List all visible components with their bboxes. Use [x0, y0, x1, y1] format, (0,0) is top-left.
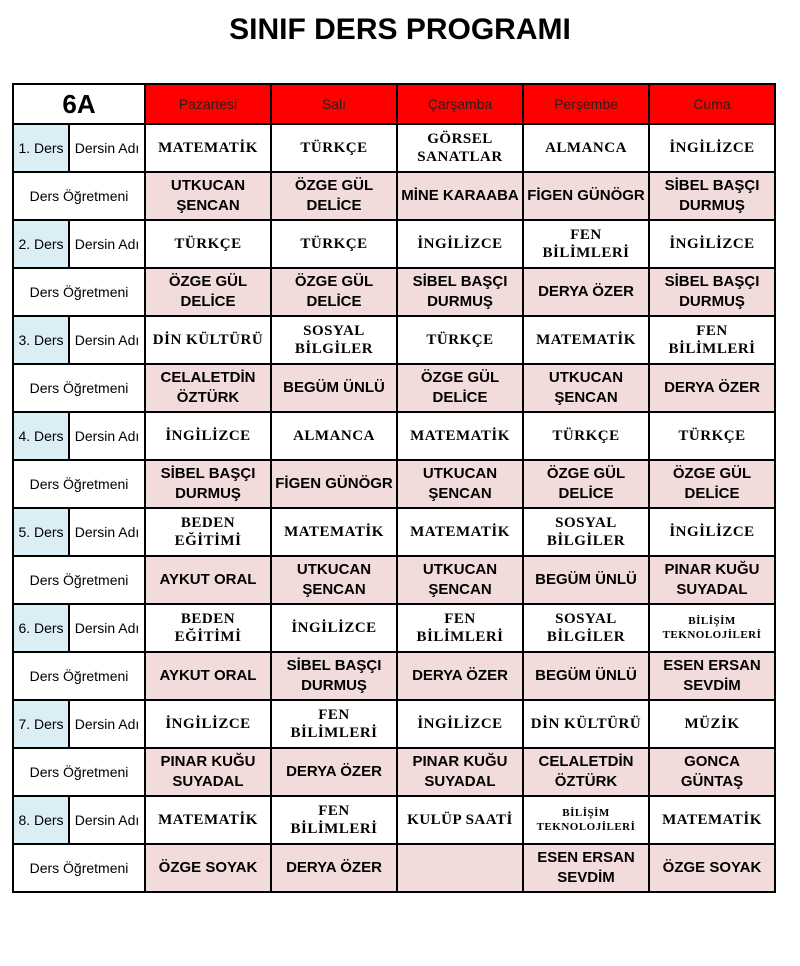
subject-cell: ALMANCA: [271, 412, 397, 460]
teacher-cell: DERYA ÖZER: [523, 268, 649, 316]
teacher-row-label: Ders Öğretmeni: [13, 172, 145, 220]
subject-cell: MATEMATİK: [649, 796, 775, 844]
teacher-cell: ÖZGE GÜL DELİCE: [397, 364, 523, 412]
subject-cell: FEN BİLİMLERİ: [271, 796, 397, 844]
subject-cell: FEN BİLİMLERİ: [649, 316, 775, 364]
subject-cell: BİLİŞİM TEKNOLOJİLERİ: [649, 604, 775, 652]
lesson-subject-row: [13, 508, 775, 556]
teacher-cell: BEGÜM ÜNLÜ: [523, 556, 649, 604]
subject-cell: İNGİLİZCE: [649, 124, 775, 172]
teacher-cell: SİBEL BAŞÇI DURMUŞ: [271, 652, 397, 700]
teacher-cell: DERYA ÖZER: [397, 652, 523, 700]
lesson-number: 6. Ders: [13, 604, 69, 652]
subject-cell: FEN BİLİMLERİ: [271, 700, 397, 748]
teacher-cell: PINAR KUĞU SUYADAL: [145, 748, 271, 796]
teacher-cell: ÖZGE GÜL DELİCE: [145, 268, 271, 316]
subject-cell: MÜZİK: [649, 700, 775, 748]
subject-row-label: Dersin Adı: [69, 124, 145, 172]
day-header-monday: Pazartesi: [145, 84, 271, 124]
day-header-thursday: Perşembe: [523, 84, 649, 124]
lesson-subject-row: [13, 796, 775, 844]
header-row: [13, 84, 775, 124]
subject-cell: TÜRKÇE: [271, 220, 397, 268]
day-header-friday: Cuma: [649, 84, 775, 124]
lesson-number: 5. Ders: [13, 508, 69, 556]
class-name: 6A: [13, 84, 145, 124]
subject-row-label: Dersin Adı: [69, 604, 145, 652]
lesson-number: 8. Ders: [13, 796, 69, 844]
lesson-subject-row: [13, 412, 775, 460]
subject-cell: SOSYAL BİLGİLER: [523, 508, 649, 556]
teacher-cell: ÖZGE SOYAK: [649, 844, 775, 892]
subject-row-label: Dersin Adı: [69, 412, 145, 460]
teacher-row-label: Ders Öğretmeni: [13, 460, 145, 508]
lesson-number: 2. Ders: [13, 220, 69, 268]
teacher-row-label: Ders Öğretmeni: [13, 748, 145, 796]
subject-cell: TÜRKÇE: [145, 220, 271, 268]
teacher-cell: GONCA GÜNTAŞ: [649, 748, 775, 796]
subject-cell: İNGİLİZCE: [649, 220, 775, 268]
subject-cell: KULÜP SAATİ: [397, 796, 523, 844]
subject-cell: SOSYAL BİLGİLER: [523, 604, 649, 652]
subject-cell: SOSYAL BİLGİLER: [271, 316, 397, 364]
teacher-cell: SİBEL BAŞÇI DURMUŞ: [397, 268, 523, 316]
teacher-cell: DERYA ÖZER: [271, 748, 397, 796]
teacher-cell: SİBEL BAŞÇI DURMUŞ: [145, 460, 271, 508]
lesson-number: 1. Ders: [13, 124, 69, 172]
subject-row-label: Dersin Adı: [69, 796, 145, 844]
subject-cell: TÜRKÇE: [397, 316, 523, 364]
teacher-cell: SİBEL BAŞÇI DURMUŞ: [649, 172, 775, 220]
subject-cell: İNGİLİZCE: [145, 412, 271, 460]
teacher-cell: UTKUCAN ŞENCAN: [145, 172, 271, 220]
teacher-cell: ESEN ERSAN SEVDİM: [649, 652, 775, 700]
teacher-row-label: Ders Öğretmeni: [13, 268, 145, 316]
subject-cell: BEDEN EĞİTİMİ: [145, 604, 271, 652]
lesson-subject-row: [13, 316, 775, 364]
lesson-subject-row: [13, 124, 775, 172]
teacher-cell: BEGÜM ÜNLÜ: [271, 364, 397, 412]
teacher-cell: ESEN ERSAN SEVDİM: [523, 844, 649, 892]
teacher-cell: ÖZGE SOYAK: [145, 844, 271, 892]
teacher-cell: CELALETDİN ÖZTÜRK: [145, 364, 271, 412]
teacher-row-label: Ders Öğretmeni: [13, 652, 145, 700]
teacher-cell: MİNE KARAABA: [397, 172, 523, 220]
subject-row-label: Dersin Adı: [69, 700, 145, 748]
teacher-cell: UTKUCAN ŞENCAN: [271, 556, 397, 604]
lesson-teacher-row: [13, 556, 775, 604]
teacher-cell: PINAR KUĞU SUYADAL: [397, 748, 523, 796]
lesson-number: 3. Ders: [13, 316, 69, 364]
subject-cell: MATEMATİK: [397, 508, 523, 556]
teacher-cell: BEGÜM ÜNLÜ: [523, 652, 649, 700]
page-title: SINIF DERS PROGRAMI: [229, 13, 571, 46]
teacher-cell: UTKUCAN ŞENCAN: [397, 556, 523, 604]
teacher-cell: ÖZGE GÜL DELİCE: [271, 268, 397, 316]
subject-cell: MATEMATİK: [271, 508, 397, 556]
subject-cell: MATEMATİK: [523, 316, 649, 364]
subject-cell: İNGİLİZCE: [649, 508, 775, 556]
teacher-cell: DERYA ÖZER: [271, 844, 397, 892]
teacher-row-label: Ders Öğretmeni: [13, 364, 145, 412]
subject-row-label: Dersin Adı: [69, 508, 145, 556]
subject-cell: TÜRKÇE: [649, 412, 775, 460]
lesson-teacher-row: [13, 364, 775, 412]
teacher-cell: FİGEN GÜNÖGR: [523, 172, 649, 220]
subject-cell: BEDEN EĞİTİMİ: [145, 508, 271, 556]
lesson-teacher-row: [13, 844, 775, 892]
schedule-table: [12, 83, 776, 893]
teacher-cell: ÖZGE GÜL DELİCE: [523, 460, 649, 508]
teacher-cell: UTKUCAN ŞENCAN: [397, 460, 523, 508]
subject-cell: TÜRKÇE: [271, 124, 397, 172]
subject-cell: TÜRKÇE: [523, 412, 649, 460]
subject-cell: BİLİŞİM TEKNOLOJİLERİ: [523, 796, 649, 844]
lesson-subject-row: [13, 604, 775, 652]
teacher-cell: SİBEL BAŞÇI DURMUŞ: [649, 268, 775, 316]
day-header-tuesday: Salı: [271, 84, 397, 124]
subject-cell: MATEMATİK: [145, 124, 271, 172]
subject-cell: MATEMATİK: [145, 796, 271, 844]
teacher-row-label: Ders Öğretmeni: [13, 556, 145, 604]
subject-cell: İNGİLİZCE: [397, 220, 523, 268]
lesson-number: 4. Ders: [13, 412, 69, 460]
teacher-cell: CELALETDİN ÖZTÜRK: [523, 748, 649, 796]
subject-cell: FEN BİLİMLERİ: [523, 220, 649, 268]
lesson-teacher-row: [13, 460, 775, 508]
subject-cell: MATEMATİK: [397, 412, 523, 460]
subject-row-label: Dersin Adı: [69, 316, 145, 364]
subject-cell: DİN KÜLTÜRÜ: [523, 700, 649, 748]
subject-cell: GÖRSEL SANATLAR: [397, 124, 523, 172]
teacher-cell: FİGEN GÜNÖGR: [271, 460, 397, 508]
teacher-cell: ÖZGE GÜL DELİCE: [649, 460, 775, 508]
lesson-subject-row: [13, 700, 775, 748]
lesson-teacher-row: [13, 652, 775, 700]
teacher-cell: UTKUCAN ŞENCAN: [523, 364, 649, 412]
subject-cell: DİN KÜLTÜRÜ: [145, 316, 271, 364]
teacher-cell: AYKUT ORAL: [145, 652, 271, 700]
lesson-subject-row: [13, 220, 775, 268]
lesson-teacher-row: [13, 172, 775, 220]
subject-cell: İNGİLİZCE: [145, 700, 271, 748]
subject-cell: FEN BİLİMLERİ: [397, 604, 523, 652]
teacher-cell: PINAR KUĞU SUYADAL: [649, 556, 775, 604]
teacher-cell: AYKUT ORAL: [145, 556, 271, 604]
teacher-cell: [397, 844, 523, 892]
subject-cell: İNGİLİZCE: [397, 700, 523, 748]
lesson-number: 7. Ders: [13, 700, 69, 748]
teacher-cell: DERYA ÖZER: [649, 364, 775, 412]
teacher-cell: ÖZGE GÜL DELİCE: [271, 172, 397, 220]
lesson-teacher-row: [13, 268, 775, 316]
lesson-teacher-row: [13, 748, 775, 796]
subject-cell: İNGİLİZCE: [271, 604, 397, 652]
subject-row-label: Dersin Adı: [69, 220, 145, 268]
day-header-wednesday: Çarşamba: [397, 84, 523, 124]
subject-cell: ALMANCA: [523, 124, 649, 172]
teacher-row-label: Ders Öğretmeni: [13, 844, 145, 892]
